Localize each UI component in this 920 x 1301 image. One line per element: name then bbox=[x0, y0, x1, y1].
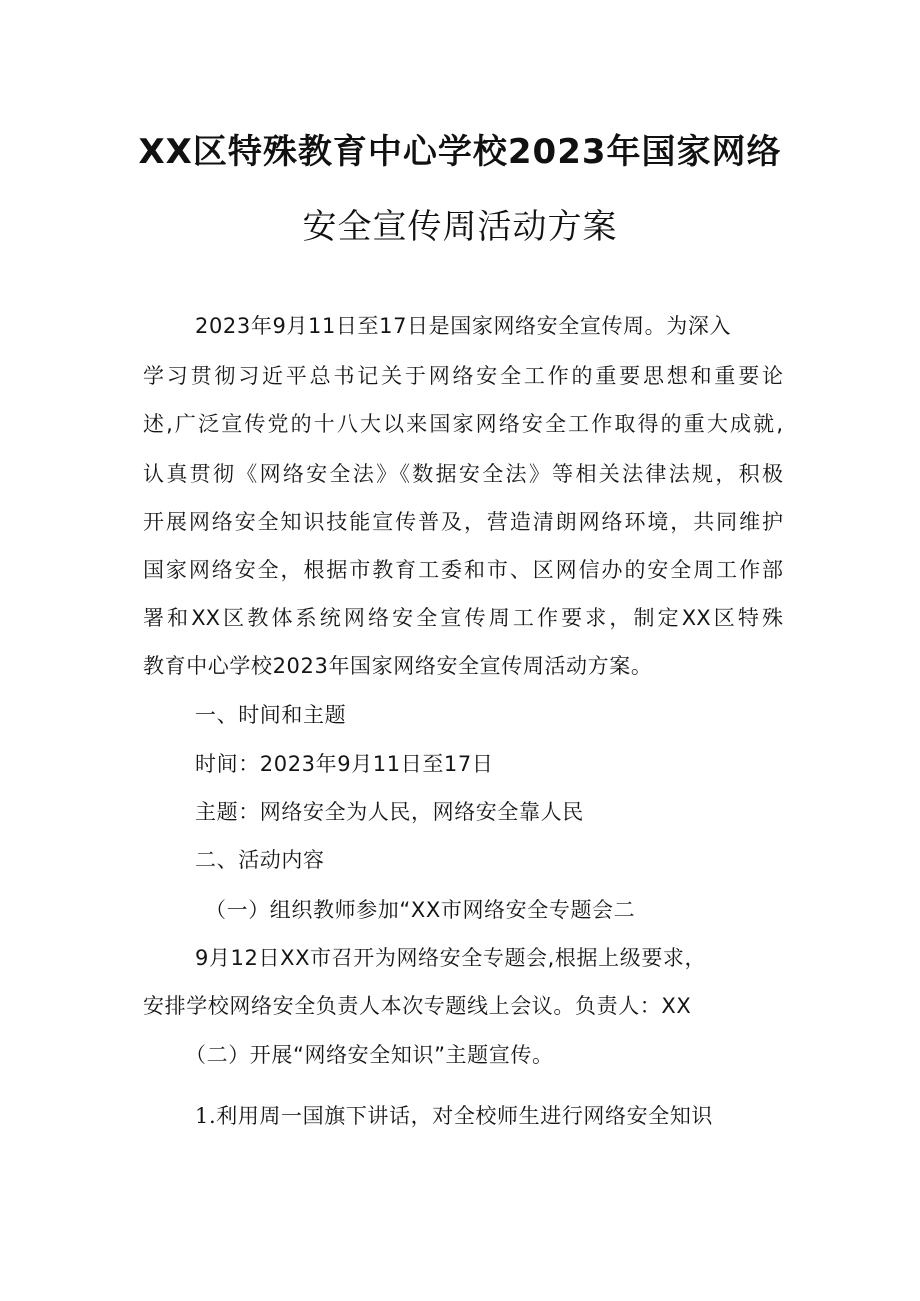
intro-line-2: 学习贯彻习近平总书记关于网络安全工作的重要思想和重要论 bbox=[143, 364, 783, 388]
section-2-heading: 二、活动内容 bbox=[195, 848, 325, 872]
theme-line: 主题：网络安全为人民，网络安全靠人民 bbox=[195, 800, 584, 824]
intro-line-3: 述,广泛宣传党的十八大以来国家网络安全工作取得的重大成就, bbox=[143, 412, 783, 436]
intro-line-8: 教育中心学校2023年国家网络安全宣传周活动方案。 bbox=[143, 654, 653, 678]
intro-line-4: 认真贯彻《网络安全法》《数据安全法》等相关法律法规，积极 bbox=[143, 462, 783, 486]
intro-line-5: 开展网络安全知识技能宣传普及，营造清朗网络环境，共同维护 bbox=[143, 510, 783, 534]
document-title-line-2: 安全宣传周活动方案 bbox=[302, 207, 618, 247]
intro-line-6: 国家网络安全，根据市教育工委和市、区网信办的安全周工作部 bbox=[143, 558, 783, 582]
item-1-line-2: 安排学校网络安全负责人本次专题线上会议。负责人：XX bbox=[143, 994, 692, 1018]
document-title-line-1: XX区特殊教育中心学校2023年国家网络 bbox=[138, 132, 782, 172]
sub-item-1: 1.利用周一国旗下讲话，对全校师生进行网络安全知识 bbox=[195, 1104, 714, 1128]
item-1-heading: （一）组织教师参加“XX市网络安全专题会二 bbox=[205, 898, 636, 922]
item-1-line-1: 9月12日XX市召开为网络安全专题会,根据上级要求， bbox=[195, 946, 707, 970]
item-2-heading: （二）开展“网络安全知识”主题宣传。 bbox=[185, 1043, 554, 1067]
time-line: 时间：2023年9月11日至17日 bbox=[195, 752, 494, 776]
intro-line-1: 2023年9月11日至17日是国家网络安全宣传周。为深入 bbox=[195, 314, 732, 338]
section-1-heading: 一、时间和主题 bbox=[195, 703, 347, 727]
intro-line-7: 署和XX区教体系统网络安全宣传周工作要求，制定XX区特殊 bbox=[143, 606, 783, 630]
